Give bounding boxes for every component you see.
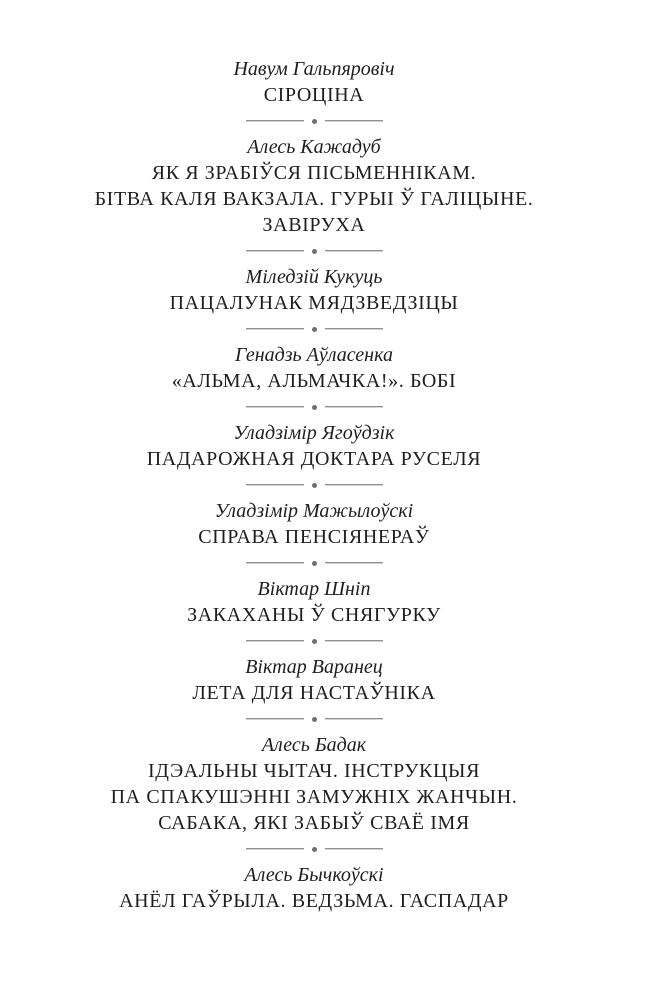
section-divider: [0, 628, 628, 654]
book-title: [0, 368, 628, 394]
book-title-line: ЗАВІРУХА: [262, 214, 366, 236]
divider-line: [246, 250, 304, 252]
divider-line: [325, 848, 383, 850]
book-title-line: ЗАКАХАНЫ Ў СНЯГУРКУ: [187, 604, 441, 626]
author-name: Алесь Бычкоўскі: [244, 864, 384, 886]
book-title: [0, 290, 628, 316]
book-title: [0, 446, 628, 472]
divider-dot-icon: [312, 483, 317, 488]
toc-entry: [0, 732, 628, 836]
author-name: Генадзь Аўласенка: [235, 344, 393, 366]
section-divider: [0, 238, 628, 264]
section-divider: [0, 394, 628, 420]
book-title: [0, 82, 628, 108]
divider-dot-icon: [312, 639, 317, 644]
divider-line: [246, 718, 304, 720]
book-title: [0, 888, 628, 914]
book-title-line: ЯК Я ЗРАБІЎСЯ ПІСЬМЕННІКАМ.: [151, 162, 477, 184]
author-name: Уладзімір Ягоўдзік: [233, 422, 395, 444]
book-title-line: САБАКА, ЯКІ ЗАБЫЎ СВАЁ ІМЯ: [158, 812, 470, 834]
divider-line: [325, 406, 383, 408]
toc-entry: [0, 862, 628, 914]
author-name: Алесь Кажадуб: [247, 136, 381, 158]
book-title: [0, 758, 628, 836]
divider-line: [325, 484, 383, 486]
book-title-line: «АЛЬМА, АЛЬМАЧКА!». БОБІ: [171, 370, 457, 392]
divider-line: [246, 120, 304, 122]
section-divider: [0, 316, 628, 342]
divider-line: [246, 562, 304, 564]
toc-entry: [0, 654, 628, 706]
divider-line: [325, 120, 383, 122]
divider-line: [246, 848, 304, 850]
book-title-line: ЛЕТА ДЛЯ НАСТАЎНІКА: [192, 682, 436, 704]
toc-entry: [0, 342, 628, 394]
divider-dot-icon: [312, 249, 317, 254]
book-title-line: ПА СПАКУШЭННІ ЗАМУЖНІХ ЖАНЧЫН.: [110, 786, 518, 808]
book-title-line: БІТВА КАЛЯ ВАКЗАЛА. ГУРЫІ Ў ГАЛІЦЫНЕ.: [94, 188, 534, 210]
divider-line: [246, 640, 304, 642]
section-divider: [0, 472, 628, 498]
author-name: Віктар Шніп: [257, 578, 371, 600]
divider-dot-icon: [312, 561, 317, 566]
divider-line: [325, 718, 383, 720]
divider-line: [325, 250, 383, 252]
divider-dot-icon: [312, 717, 317, 722]
divider-line: [246, 406, 304, 408]
book-title-line: ПАДАРОЖНАЯ ДОКТАРА РУСЕЛЯ: [146, 448, 482, 470]
book-title-line: СІРОЦІНА: [263, 84, 365, 106]
divider-dot-icon: [312, 327, 317, 332]
author-name: Навум Гальпяровіч: [233, 58, 395, 80]
book-title-line: АНЁЛ ГАЎРЫЛА. ВЕДЗЬМА. ГАСПАДАР: [119, 890, 509, 912]
divider-line: [246, 328, 304, 330]
divider-dot-icon: [312, 119, 317, 124]
divider-line: [325, 640, 383, 642]
section-divider: [0, 836, 628, 862]
toc-entry: [0, 264, 628, 316]
toc-entry: [0, 498, 628, 550]
book-title-line: СПРАВА ПЕНСІЯНЕРАЎ: [198, 526, 430, 548]
toc-entry: [0, 134, 628, 238]
book-title: [0, 680, 628, 706]
book-title: [0, 524, 628, 550]
section-divider: [0, 550, 628, 576]
book-title: [0, 602, 628, 628]
divider-line: [325, 562, 383, 564]
author-name: Віктар Варанец: [245, 656, 383, 678]
toc-entry: [0, 56, 628, 108]
toc-entry: [0, 576, 628, 628]
book-title-line: ІДЭАЛЬНЫ ЧЫТАЧ. ІНСТРУКЦЫЯ: [147, 760, 481, 782]
toc-entry: [0, 420, 628, 472]
book-title-line: ПАЦАЛУНАК МЯДЗВЕДЗІЦЫ: [169, 292, 459, 314]
author-name: Алесь Бадак: [261, 734, 367, 756]
divider-line: [325, 328, 383, 330]
divider-dot-icon: [312, 847, 317, 852]
author-name: Міледзій Кукуць: [245, 266, 383, 288]
divider-dot-icon: [312, 405, 317, 410]
author-name: Уладзімір Мажылоўскі: [214, 500, 414, 522]
divider-line: [246, 484, 304, 486]
book-title: [0, 160, 628, 238]
section-divider: [0, 706, 628, 732]
section-divider: [0, 108, 628, 134]
